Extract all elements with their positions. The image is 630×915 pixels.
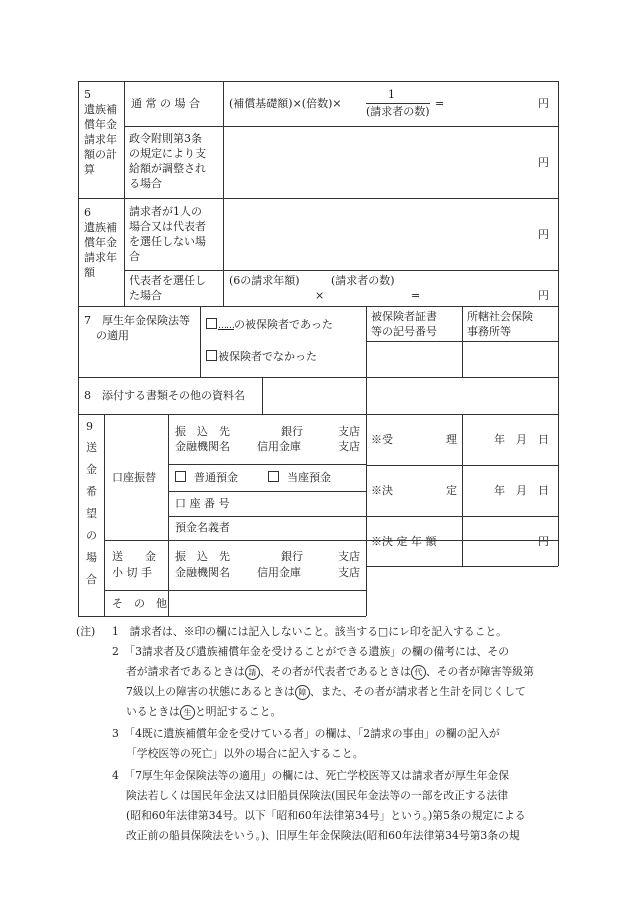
bank-label: 銀行 — [281, 425, 303, 438]
decision-date: 年 月 日 — [494, 484, 549, 497]
rule — [104, 540, 558, 541]
annual-amount-col: (6の請求年額) — [229, 274, 300, 287]
note-1: 1 請求者は、※印の欄には記入しないこと。該当する□にレ印を記入すること。 — [112, 625, 507, 638]
note-4-line-2: 険法若しくは国民年金法又は旧船員保険法(国民年金法等の一部を改正する法律 — [126, 789, 509, 802]
sec5-label-2: 遺族補 — [84, 103, 117, 116]
yen-unit: 円 — [538, 97, 549, 110]
single-case-4: 合 — [129, 250, 140, 263]
current-label: 当座預金 — [287, 471, 331, 484]
checkbox[interactable] — [206, 350, 217, 361]
decided-amount-label: ※決 定 年 額 — [371, 535, 437, 548]
sec6-label-5: 額 — [84, 266, 95, 279]
rule — [78, 198, 558, 199]
note-4-line-1: 4 「7厚生年金保険法等の適用」の欄には、死亡学校医等又は請求者が厚生年金保 — [112, 769, 510, 782]
yen-unit: 円 — [538, 228, 549, 241]
special-case-3: 給額が調整され — [129, 162, 206, 175]
branch-label: 支店 — [338, 566, 360, 579]
credit-union-label: 信用金庫 — [257, 440, 301, 453]
yen-unit: 円 — [538, 289, 549, 302]
special-case-4: る場合 — [129, 177, 162, 190]
sec5-label-5: 額の計 — [84, 148, 117, 161]
rule — [462, 414, 463, 566]
note-2-line-4: いるときは 生 と明記すること。 — [126, 705, 282, 718]
rule — [262, 377, 263, 414]
special-case-2: の規定により支 — [129, 147, 206, 160]
money-order-1: 送 金 — [112, 550, 156, 563]
receipt-date: 年 月 日 — [494, 433, 549, 446]
rule — [78, 377, 558, 378]
sec6-label-3: 償年金 — [84, 236, 117, 249]
sec5-label-3: 償年金 — [84, 118, 117, 131]
sec9-label-3: 金 — [86, 463, 97, 476]
rule — [558, 81, 559, 566]
branch-label: 支店 — [338, 425, 360, 438]
rule — [366, 341, 558, 342]
receipt-label: ※受 — [371, 433, 393, 446]
rule — [78, 306, 558, 307]
account-number-label: 口 座 番 号 — [175, 497, 230, 510]
formula-denominator: (請求者の数) — [366, 105, 430, 118]
rule — [104, 590, 366, 591]
rule — [124, 81, 125, 306]
single-case-3: を選任しない場 — [129, 235, 206, 248]
single-case-1: 請求者が1人の — [129, 205, 202, 218]
account-holder-label: 預金名義者 — [175, 521, 230, 534]
deposit-current — [268, 471, 331, 485]
blank-dots: …… — [218, 321, 234, 331]
checkbox[interactable] — [206, 318, 217, 329]
checkbox[interactable] — [175, 471, 186, 482]
note-2-line-2: 者が請求者であるときは 請 、その者が代表者であるときは 代 、その者が障害等級第 — [126, 665, 534, 678]
branch-label: 支店 — [338, 440, 360, 453]
formula-left: (補償基礎額)×(倍数)× — [229, 97, 342, 110]
rule — [78, 616, 366, 617]
rule — [78, 414, 558, 415]
deposit-ordinary — [175, 471, 238, 485]
inst-label-2: 金融機関名 — [175, 440, 230, 453]
sec7-label-1: 7 厚生年金保険法等 — [84, 314, 190, 327]
rule — [124, 126, 558, 127]
times-sign: × — [315, 289, 325, 302]
rule — [366, 306, 367, 616]
formula-equals: = — [435, 97, 445, 110]
sec5-label-4: 請求年 — [84, 133, 117, 146]
inst-label-2: 金融機関名 — [175, 566, 230, 579]
cert-head-1: 被保険者証書 — [371, 310, 437, 323]
sec6-label-1: 6 — [84, 206, 91, 219]
fraction-bar — [366, 103, 430, 104]
sec9-label-7: 場 — [86, 551, 97, 564]
sec6-label-4: 請求年 — [84, 251, 117, 264]
rule — [200, 306, 201, 377]
rep-case-1: 代表者を選任し — [129, 274, 206, 287]
rule — [366, 566, 558, 567]
rep-case-2: た場合 — [129, 289, 162, 302]
sec9-label-2: 送 — [86, 441, 97, 454]
opt2-text: 被保険者でなかった — [218, 350, 317, 363]
note-4-line-3: (昭和60年法律第34号。以下「昭和60年法律第34号」という。)第5条の規定による — [126, 809, 526, 822]
formula-numerator: 1 — [388, 88, 395, 101]
yen-unit: 円 — [538, 535, 549, 548]
equals-sign: = — [411, 289, 421, 302]
sec9-label-8: 合 — [86, 573, 97, 586]
office-head-1: 所轄社会保険 — [467, 310, 533, 323]
opt-insured-was — [206, 318, 333, 333]
rule — [78, 81, 558, 82]
rule — [168, 464, 366, 465]
rule — [104, 414, 105, 616]
checkbox[interactable] — [268, 471, 279, 482]
note-3-line-1: 3 「4既に遺族補償年金を受けている者」の欄は、「2請求の事由」の欄の記入が — [112, 727, 500, 740]
cert-head-2: 等の記号番号 — [371, 325, 437, 338]
claimant-count-col: (請求者の数) — [331, 274, 395, 287]
rule — [223, 81, 224, 306]
rule — [168, 414, 169, 616]
inst-label-1: 振 込 先 — [175, 425, 230, 438]
notes-head: (注) — [76, 625, 96, 638]
account-transfer-label: 口座振替 — [112, 471, 156, 484]
single-case-2: 場合又は代表者 — [129, 220, 206, 233]
money-order-2: 小 切 手 — [112, 566, 152, 579]
receipt-label-2: 理 — [446, 433, 457, 446]
decision-label: ※決 — [371, 484, 393, 497]
sec9-label-1: 9 — [86, 420, 93, 433]
mark-claimant-icon: 請 — [245, 665, 260, 680]
decision-label-2: 定 — [446, 484, 457, 497]
mark-livelihood-icon: 生 — [180, 705, 195, 720]
sec5-label-6: 算 — [84, 163, 95, 176]
other-label: そ の 他 — [112, 597, 167, 610]
inst-label-1: 振 込 先 — [175, 550, 230, 563]
rule — [168, 491, 366, 492]
sec5-label-1: 5 — [84, 88, 91, 101]
ordinary-label: 普通預金 — [194, 471, 238, 484]
sec8-label: 8 添付する書類その他の資料名 — [84, 389, 245, 402]
office-head-2: 事務所等 — [467, 325, 511, 338]
bank-label: 銀行 — [281, 550, 303, 563]
sec9-label-5: 望 — [86, 507, 97, 520]
rule — [78, 81, 79, 616]
mark-disability-icon: 障 — [295, 685, 310, 700]
sec7-label-2: の適用 — [96, 329, 129, 342]
yen-unit: 円 — [538, 156, 549, 169]
special-case-1: 政令附則第3条 — [129, 132, 202, 145]
normal-case-label: 通 常 の 場 合 — [131, 97, 200, 110]
opt1-text: の被保険者であった — [234, 318, 333, 331]
credit-union-label: 信用金庫 — [257, 566, 301, 579]
branch-label: 支店 — [338, 550, 360, 563]
note-2-line-1: 2 「3請求者及び遺族補償年金を受けることができる遺族」の欄の備考には、その — [112, 645, 510, 658]
opt-insured-not — [206, 350, 317, 364]
sec9-label-4: 希 — [86, 485, 97, 498]
rule — [168, 516, 366, 517]
rule — [124, 270, 558, 271]
note-3-line-2: 「学校医等の死亡」以外の場合に記入すること。 — [126, 747, 364, 760]
mark-representative-icon: 代 — [411, 665, 426, 680]
sec6-label-2: 遺族補 — [84, 221, 117, 234]
note-4-line-4: 改正前の船員保険法をいう。)、旧厚生年金保険法(昭和60年法律第34号第3条の規 — [126, 829, 520, 842]
sec9-label-6: の — [86, 529, 97, 542]
note-2-line-3: 7級以上の障害の状態にあるときは 障 、また、その者が請求者と生計を同じくして — [126, 685, 526, 698]
